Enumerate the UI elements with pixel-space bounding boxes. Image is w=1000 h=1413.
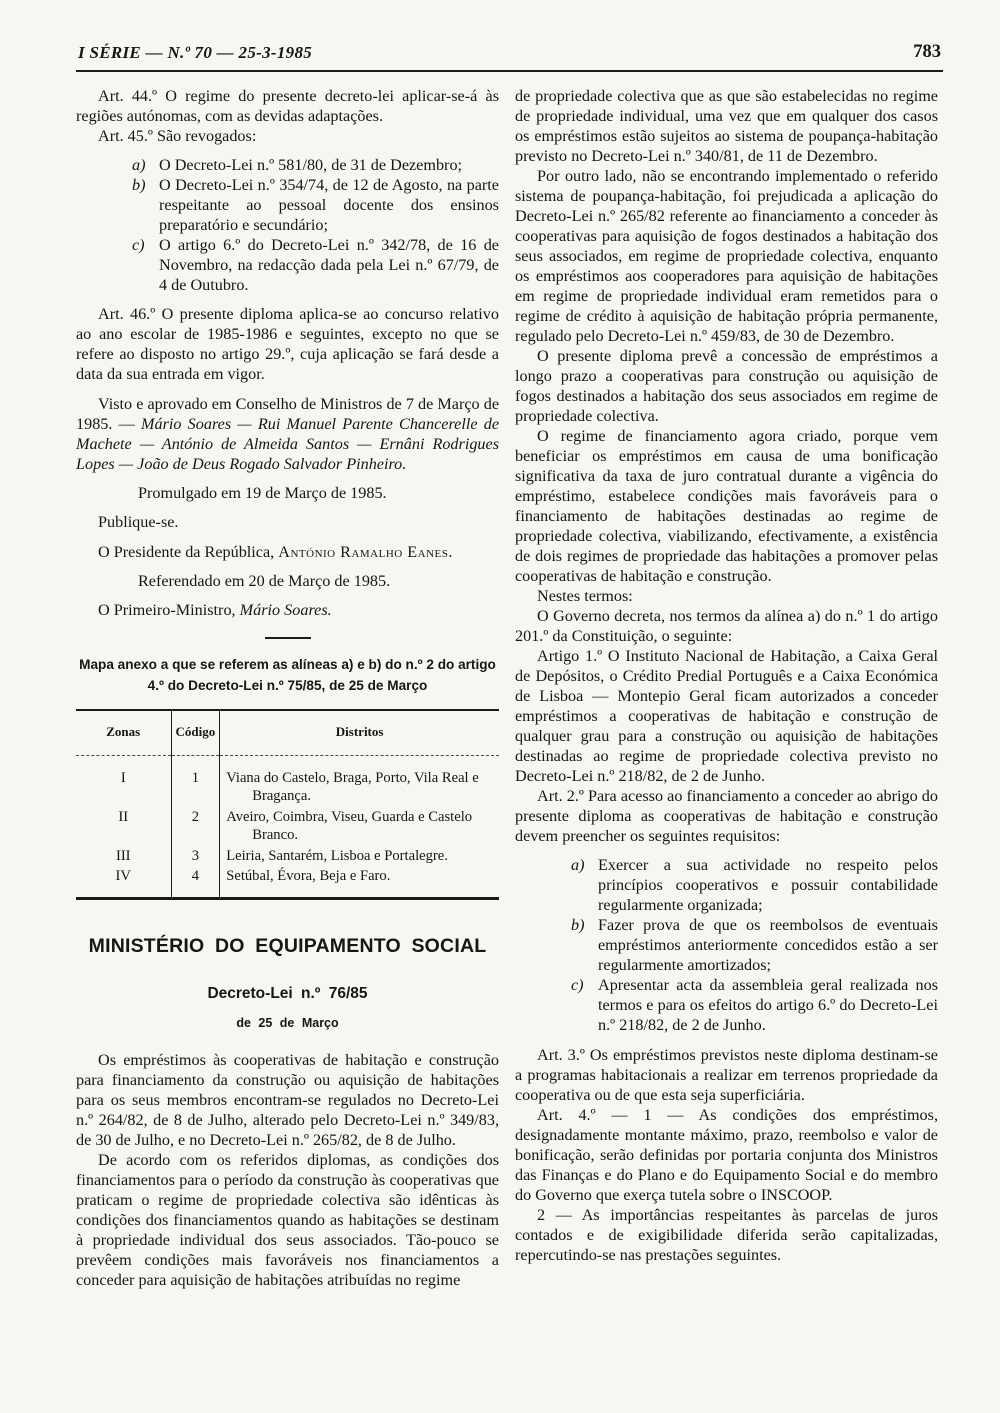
- item-label: c): [132, 236, 145, 254]
- left-column: [76, 86, 499, 1290]
- approval-paragraph: [76, 394, 499, 474]
- cell-codigo: 4: [171, 866, 220, 898]
- section-divider: [265, 637, 311, 639]
- cell-codigo: 3: [171, 846, 220, 867]
- cell-distritos: Viana do Castelo, Braga, Porto, Vila Real e Bragança.: [226, 769, 479, 805]
- column-header-distritos: Distritos: [220, 710, 499, 755]
- cell-distritos: Setúbal, Évora, Beja e Faro.: [226, 868, 391, 885]
- cell-zona: III: [115, 847, 131, 864]
- article-4-paragraph: Art. 4.º — 1 — As condições dos empréstimos, designadamente montante máximo, prazo, reembolso e valor de bonificação, serão definidas por portaria conjunta dos Ministros das Finanças e do Plano e do Equipamento Social e do membro do Governo que exerça tutela sobre o INSCOOP.: [515, 1106, 938, 1204]
- revoked-items-list: [132, 155, 499, 295]
- continuation-paragraph: de propriedade colectiva que as que são estabelecidas no regime de propriedade individual, uma vez que em qualquer dos casos os empréstimos estão sujeitos ao sistema de poupança-habitação previsto no Decreto-Lei n.º 340/81, de 11 de Dezembro.: [515, 87, 938, 165]
- publish-line: Publique-se.: [98, 513, 179, 531]
- decree-intro-paragraph-1: Os empréstimos às cooperativas de habitação e construção para financiamento da construção ou aquisição de habitações para os seus membros encontram-se regulados no Decreto-Lei n.º 264/82, de 8 de Julho, alterado pelo Decreto-Lei n.º 349/83, de 30 de Julho, e no Decreto-Lei n.º 265/82, de 8 de Julho.: [76, 1050, 499, 1149]
- prime-minister-title: O Primeiro-Ministro,: [98, 601, 240, 619]
- item-label: b): [571, 916, 585, 934]
- item-text: Apresentar acta da assembleia geral realizada nos termos e para os efeitos do artigo 6.º do Decreto-Lei n.º 218/82, de 2 de Junho.: [598, 976, 938, 1034]
- list-item: [571, 915, 938, 975]
- zones-table: [76, 709, 499, 900]
- prime-minister-name: Mário Soares.: [239, 601, 332, 619]
- requirements-list: [571, 855, 938, 1035]
- president-name: António Ramalho Eanes.: [278, 543, 453, 561]
- item-text: O Decreto-Lei n.º 581/80, de 31 de Dezembro;: [159, 156, 463, 174]
- map-annex-title: Mapa anexo a que se referem as alíneas a) e b) do n.º 2 do artigo 4.º do Decreto-Lei n.º 75/85, de 25 de Março: [79, 657, 496, 694]
- president-line: [76, 542, 499, 562]
- list-item: [132, 235, 499, 295]
- list-item: [571, 855, 938, 915]
- cell-codigo: 2: [171, 807, 220, 846]
- decree-date: de 25 de Março: [236, 1015, 339, 1030]
- paragraph: Por outro lado, não se encontrando implementado o referido sistema de poupança-habitação, foi prejudicada a aplicação do Decreto-Lei n.º 265/82 referente ao financiamento a conceder às cooperativas para aquisição de fogos destinados a habitação dos seus associados, em regime de propriedade colectiva, enquanto os empréstimos aos cooperadores para aquisição de habitações em regime de propriedade individual eram remetidos para o regime de crédito à aquisição de habitação própria permanente, regulado pelo Decreto-Lei n.º 459/83, de 30 de Dezembro.: [515, 167, 938, 345]
- list-item: [571, 975, 938, 1035]
- art-44-paragraph: Art. 44.º O regime do presente decreto-lei aplicar-se-á às regiões autónomas, com as devidas adaptações.: [76, 87, 499, 125]
- right-column: [515, 86, 938, 1290]
- header-issue: I SÉRIE — N.º 70 — 25-3-1985: [78, 43, 313, 62]
- table-row: [76, 807, 499, 846]
- page-header: [76, 42, 943, 72]
- article-2-paragraph: Art. 2.º Para acesso ao financiamento a conceder ao abrigo do presente diploma as cooperativas de habitação e construção devem preencher os seguintes requisitos:: [515, 787, 938, 845]
- item-text: Fazer prova de que os reembolsos de eventuais empréstimos anteriormente concedidos estão a ser regularmente amortizados;: [598, 916, 938, 974]
- two-column-body: [76, 86, 943, 1290]
- table-header-row: [76, 710, 499, 755]
- table-row: [76, 846, 499, 867]
- column-header-codigo: Código: [171, 710, 220, 755]
- paragraph: O regime de financiamento agora criado, porque vem beneficiar os empréstimos em causa de uma bonificação significativa da taxa de juro contratual durante a vigência do empréstimo, estabelece condições mais favoráveis para o financiamento de habitações destinadas ao regime de propriedade colectiva, viabilizando, efectivamente, a existência de dois regimes de propriedade das habitações a promover pelas cooperativas de habitação e construção.: [515, 427, 938, 585]
- art-45-intro: Art. 45.º São revogados:: [98, 127, 257, 145]
- cell-zona: II: [118, 808, 129, 825]
- art-46-paragraph: Art. 46.º O presente diploma aplica-se ao concurso relativo ao ano escolar de 1985-1986 e seguintes, excepto no que se refere ao disposto no artigo 29.º, cuja aplicação se fará desde a data da sua entrada em vigor.: [76, 305, 499, 383]
- referendum-line: Referendado em 20 de Março de 1985.: [138, 572, 391, 590]
- table-row: [76, 866, 499, 898]
- list-item: [132, 155, 499, 175]
- item-label: a): [132, 156, 146, 174]
- item-label: b): [132, 176, 146, 194]
- paragraph: Nestes termos:: [537, 587, 633, 605]
- cell-distritos: Leiria, Santarém, Lisboa e Portalegre.: [226, 847, 448, 864]
- article-3-paragraph: Art. 3.º Os empréstimos previstos neste diploma destinam-se a programas habitacionais a realizar em terrenos propriedade da cooperativa ou de que esta seja superficiária.: [515, 1046, 938, 1104]
- prime-minister-line: [76, 600, 499, 620]
- president-title: O Presidente da República,: [98, 543, 279, 561]
- cell-zona: IV: [115, 868, 131, 885]
- column-header-zonas: Zonas: [76, 710, 171, 755]
- signatory-names: Mário Soares — Rui Manuel Parente Chancerelle de Machete — António de Almeida Santos — Ernâni Rodrigues Lopes — João de Deus Rogado Salvador Pinheiro.: [76, 415, 500, 473]
- header-page-number: 783: [913, 42, 941, 62]
- article-1-paragraph: Artigo 1.º O Instituto Nacional de Habitação, a Caixa Geral de Depósitos, o Crédito Predial Português e a Caixa Económica de Lisboa — Montepio Geral ficam autorizados a conceder empréstimos a cooperativas de habitação e construção de qualquer grau para a construção ou aquisição de habitações destinadas ao regime de propriedade colectiva previsto no Decreto-Lei n.º 218/82, de 2 de Junho.: [515, 647, 938, 785]
- cell-distritos: Aveiro, Coimbra, Viseu, Guarda e Castelo Branco.: [226, 808, 473, 844]
- decree-title: Decreto-Lei n.º 76/85: [207, 984, 368, 1002]
- ministry-heading: MINISTÉRIO DO EQUIPAMENTO SOCIAL: [88, 934, 487, 957]
- paragraph: O presente diploma prevê a concessão de empréstimos a longo prazo a cooperativas para construção ou aquisição de fogos destinados a habitação dos seus associados em regime de propriedade colectiva.: [515, 347, 938, 425]
- article-4-2-paragraph: 2 — As importâncias respeitantes às parcelas de juros contados e de exigibilidade diferida serão capitalizadas, repercutindo-se nas prestações seguintes.: [515, 1206, 938, 1264]
- item-label: a): [571, 856, 585, 874]
- decree-intro-paragraph-2: De acordo com os referidos diplomas, as condições dos financiamentos para o período da construção às cooperativas que praticam o regime de propriedade colectiva são idênticas às condições dos financiamentos quando as habitações se destinam à propriedade individual dos seus associados. Tão-pouco se prevêem condições mais favoráveis nos financiamentos a conceder para aquisição de habitações atribuídas no regime: [76, 1150, 499, 1289]
- cell-codigo: 1: [171, 755, 220, 807]
- promulgation-line: Promulgado em 19 de Março de 1985.: [138, 484, 387, 502]
- item-label: c): [571, 976, 584, 994]
- approval-text: Visto e aprovado em Conselho de Ministros de 7 de Março de 1985. —: [76, 395, 499, 433]
- list-item: [132, 175, 499, 235]
- item-text: Exercer a sua actividade no respeito pelos princípios cooperativos e possuir contabilidade regularmente organizada;: [598, 856, 938, 914]
- item-text: O Decreto-Lei n.º 354/74, de 12 de Agosto, na parte respeitante ao pessoal docente dos ensinos preparatório e secundário;: [159, 176, 499, 234]
- table-row: [76, 755, 499, 807]
- cell-zona: I: [120, 769, 126, 786]
- item-text: O artigo 6.º do Decreto-Lei n.º 342/78, de 16 de Novembro, na redacção dada pela Lei n.º 67/79, de 4 de Outubro.: [159, 236, 499, 294]
- paragraph: O Governo decreta, nos termos da alínea a) do n.º 1 do artigo 201.º da Constituição, o seguinte:: [515, 607, 938, 645]
